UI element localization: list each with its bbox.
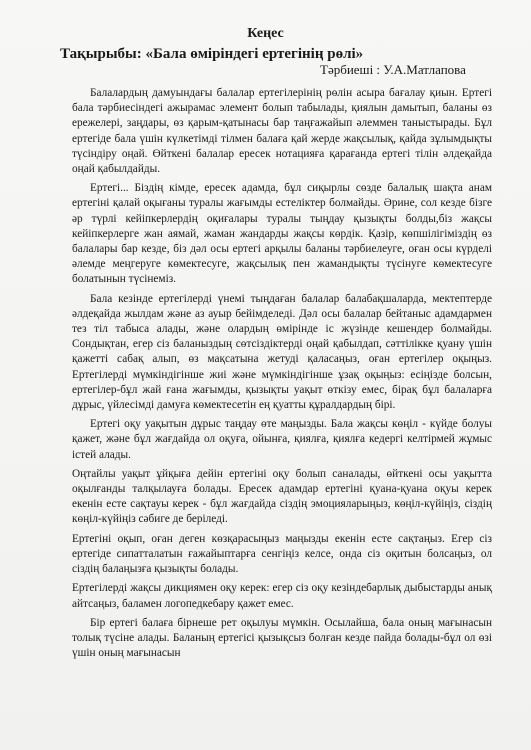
document-subtitle: Тақырыбы: «Бала өміріндегі ертегінің рөлі» xyxy=(60,46,364,62)
document-heading: Кеңес xyxy=(247,26,284,41)
paragraph: Бір ертегі балаға бірнеше рет оқылуы мүмкін. Осылайша, бала оның мағынасын толық түсіне алады. Баланың ертегісі қызықсыз болған кезде пайда болады-бұл ол өзі үшін оның мағынасын xyxy=(72,616,492,660)
paragraph: Ертегі... Біздің кімде, ересек адамда, бұл сиқырлы сөзде балалық шақта анам ертегіні қалай оқығаны туралы жағымды естеліктер болмайды. Әрине, сол кезде бізге әр түрлі кейіпкерлердің оқиғалары туралы тыңдау қызықты болды,біз жақсы кейіпкерлерге жан аямай, жаман жандарды жақсы көрдік. Қазір, көпшілігіміздің өз балалары бар кезде, біз дәл осы ертегі арқылы баланы тәрбиелеуге, оған осы күрделі әлемде меңгеруге көмектесуге, жақсылық пен жамандықты түсінуге көмектесуге болатынын түсінеміз. xyxy=(72,182,492,286)
document-author: Тәрбиеші : У.А.Матлапова xyxy=(320,62,466,77)
paragraph: Ертегі оқу уақытын дұрыс таңдау өте маңызды. Бала жақсы көңіл - күйде болуы қажет, және бұл жағдайда ол оқуға, ойынға, қиялға, қиялға кедергі келтірмей жұмыс істей алады. xyxy=(72,418,492,461)
paragraph: Оңтайлы уақыт ұйқыға дейін ертегіні оқу болып саналады, өйткені осы уақытта оқылғанды талқылауға болады. Ересек адамдар ертегіні қуана-қуана оқуы керек екенін есте сақтауы керек - бұл жағдайда сіздің эмоцияларыңыз, көңіл-күйіңіз, сіздің көңіл-күйіңіз сәбиге де беріледі. xyxy=(72,467,492,526)
paragraph: Ертегіні оқып, оған деген көзқарасыңыз маңызды екенін есте сақтаңыз. Егер сіз ертегіде сипатталатын ғажайыптарға сенгіңіз келсе, онда сіз оқитын болсаңыз, ол сіздің балаңызға қызықты болады. xyxy=(72,532,492,576)
paragraph: Балалардың дамуындағы балалар ертегілерінің рөлін асыра бағалау қиын. Ертегі бала тәрбиесіндегі ажырамас элемент болып табылады, қиялын дамытып, баланы өз ережелері, заңдары, өз қарым-қатынасы бар таңғажайып әлеммен таныстырады. Бұл ертегіде бала үшін күлкетімді тілмен балаға қай жерде жақсылық, қайда зұлымдықты түсіндіру оңай. Өйткені балалар ересек нотацияға қарағанда ертегі тілін әлдеқайда оңай қабылдайды. xyxy=(72,87,492,176)
document-body xyxy=(72,86,492,661)
paragraph: Ертегілерді жақсы дикциямен оқу керек: егер сіз оқу кезіндебарлық дыбыстарды анық айтсаңыз, баламен логопедкебару қажет емес. xyxy=(72,582,492,610)
paragraph: Бала кезінде ертегілерді үнемі тыңдаған балалар балабақшаларда, мектептерде әлдеқайда жылдам және аз ауыр бейімделеді. Дәл осы балалар бейтаныс адамдармен тез тіл табыса алады, және олардың өмірінде іс жүзінде кешендер болмайды. Сондықтан, егер сіз баланыздың сөтсіздіктерді оңай қабылдап, сәттілікке қуану үшін қажетті сабақ алып, өз мақсатына жетуді қаласаңыз, оған ертегілер оқыңыз. Ертегілерді мүмкіндігінше жиі және мүмкіндігінше ұзақ оқыңыз: есіңізде болсын, ертегілер-бұл жай ғана жағымды, қызықты уақыт өткізу емес, бірақ бұл балаларға дұрыс, үйлесімді дамуға көмектесетін ең қуатты құралдардың бірі. xyxy=(72,292,492,412)
